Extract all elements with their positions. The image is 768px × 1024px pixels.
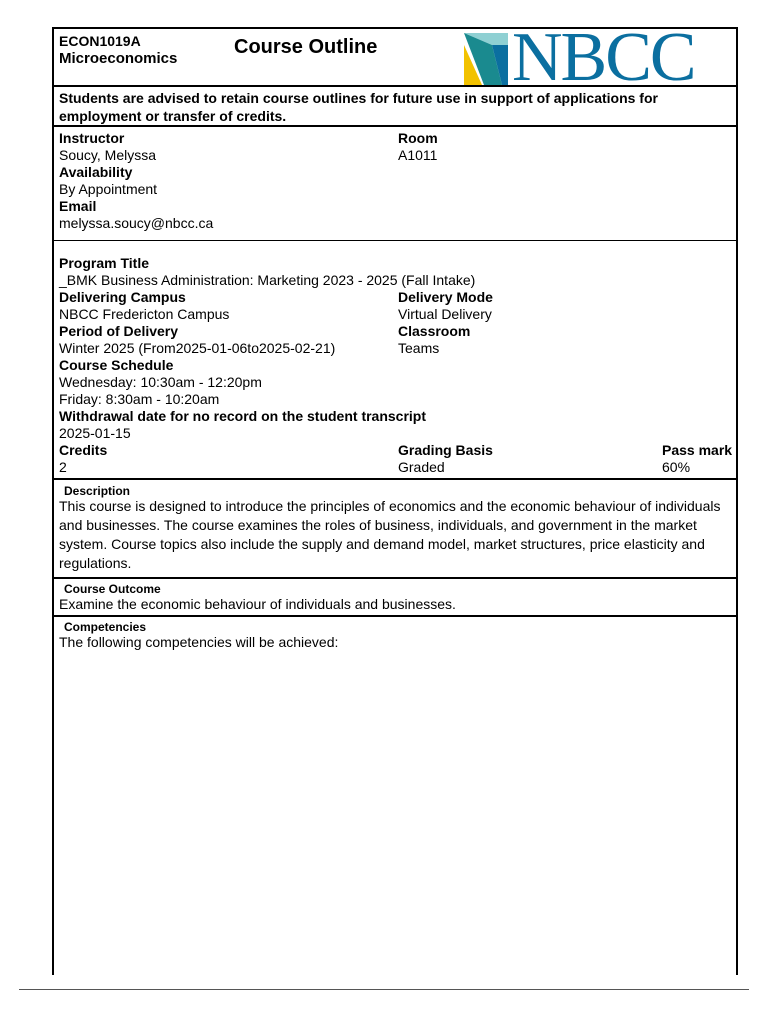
delivery-mode-value: Virtual Delivery (398, 306, 492, 322)
room-value: A1011 (398, 147, 438, 163)
delivery-mode-label: Delivery Mode (398, 289, 493, 305)
retain-notice: Students are advised to retain course outlines for future use in support of applications for employment or transfer of credits. (59, 90, 658, 124)
withdrawal-label: Withdrawal date for no record on the student transcript (59, 408, 427, 424)
grading-basis-value: Graded (398, 459, 445, 475)
schedule-line-2: Friday: 8:30am - 10:20am (59, 391, 220, 407)
course-code: ECON1019A (59, 33, 141, 49)
description-text: This course is designed to introduce the principles of economics and the economic behaviour of individuals and businesses. The course examines the roles of business, individuals, and government in the market system. Course topics also include the supply and demand model, market structures, price elasticity and regulations. (59, 498, 721, 571)
period-value: Winter 2025 (From2025-01-06to2025-02-21) (59, 340, 336, 356)
email-value: melyssa.soucy@nbcc.ca (59, 215, 214, 231)
campus-label: Delivering Campus (59, 289, 186, 305)
nbcc-logo-text: NBCC (512, 19, 695, 96)
instructor-label: Instructor (59, 130, 125, 146)
classroom-value: Teams (398, 340, 440, 356)
divider (54, 125, 736, 127)
course-outline-frame (52, 19, 738, 975)
description-label: Description (64, 484, 131, 498)
program-title-label: Program Title (59, 255, 149, 271)
pass-mark-label: Pass mark (662, 442, 733, 458)
competencies-text: The following competencies will be achieved: (59, 634, 339, 650)
page-footer-rule (19, 989, 749, 990)
divider (54, 478, 736, 480)
outcome-label: Course Outcome (64, 582, 161, 596)
divider (54, 577, 736, 579)
credits-value: 2 (59, 459, 67, 475)
instructor-value: Soucy, Melyssa (59, 147, 156, 163)
program-title-value: _BMK Business Administration: Marketing 2023 - 2025 (Fall Intake) (59, 272, 476, 288)
pass-mark-value: 60% (662, 459, 691, 475)
nbcc-logo (462, 19, 740, 96)
period-label: Period of Delivery (59, 323, 179, 339)
classroom-label: Classroom (398, 323, 471, 339)
page-title: Course Outline (234, 36, 378, 58)
email-label: Email (59, 198, 97, 214)
schedule-line-1: Wednesday: 10:30am - 12:20pm (59, 374, 262, 390)
grading-basis-label: Grading Basis (398, 442, 493, 458)
divider (54, 85, 736, 87)
room-label: Room (398, 130, 438, 146)
schedule-label: Course Schedule (59, 357, 174, 373)
divider (54, 615, 736, 617)
course-name: Microeconomics (59, 50, 178, 67)
outcome-text: Examine the economic behaviour of individuals and businesses. (59, 596, 456, 612)
withdrawal-value: 2025-01-15 (59, 425, 131, 441)
availability-value: By Appointment (59, 181, 158, 197)
competencies-label: Competencies (64, 620, 147, 634)
campus-value: NBCC Fredericton Campus (59, 306, 230, 322)
divider (54, 240, 736, 241)
credits-label: Credits (59, 442, 108, 458)
availability-label: Availability (59, 164, 133, 180)
